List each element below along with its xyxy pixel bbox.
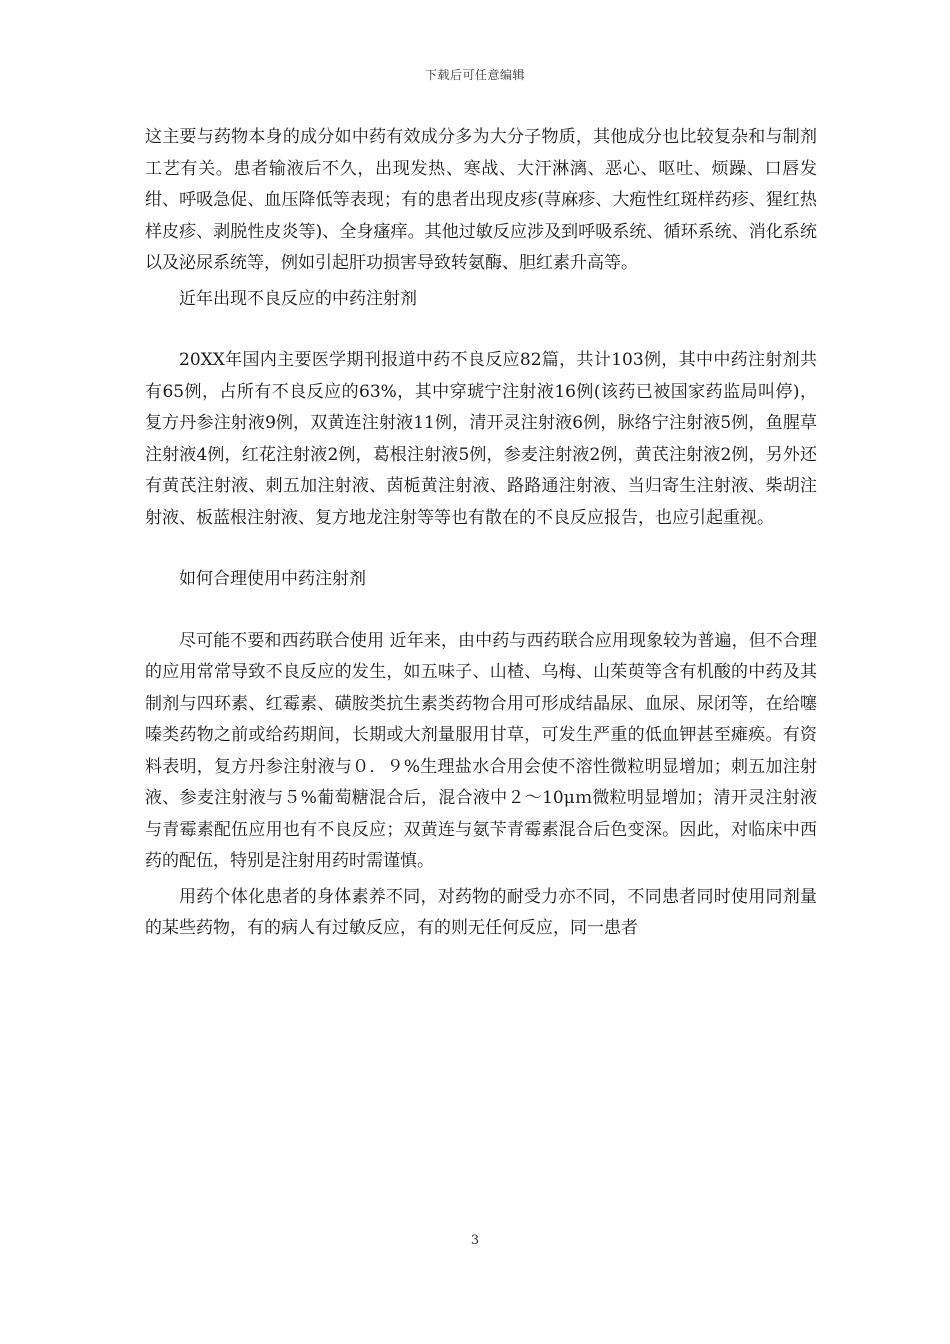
page-header: 下载后可任意编辑 (424, 68, 525, 82)
document-body (145, 122, 817, 945)
paragraph-allergy-causes: 这主要与药物本身的成分如中药有效成分多为大分子物质，其他成分也比较复杂和与制剂工艺有关。患者输液后不久，出现发热、寒战、大汗淋漓、恶心、呕吐、烦躁、口唇发绀、呼吸急促、血压降低等表现；有的患者出现皮疹(荨麻疹、大疱性红斑样药疹、猩红热样皮疹、剥脱性皮炎等)、全身瘙痒。其他过敏反应涉及到呼吸系统、循环系统、消化系统以及泌尿系统等，例如引起肝功损害导致转氨酶、胆红素升高等。 (145, 127, 817, 273)
paragraph-avoid-combination: 尽可能不要和西药联合使用 近年来，由中药与西药联合应用现象较为普遍，但不合理的应用常常导致不良反应的发生，如五味子、山楂、乌梅、山茱萸等含有机酸的中药及其制剂与四环素、红霉素、磺胺类抗生素类药物合用可形成结晶尿、血尿、尿闭等，在给噻嗪类药物之前或给药期间，长期或大剂量服用甘草，可发生严重的低血钾甚至瘫痪。有资料表明，复方丹参注射液与０．９%生理盐水合用会使不溶性微粒明显增加；刺五加注射液、参麦注射液与５%葡萄糖混合后，混合液中２～10μｍ微粒明显增加；清开灵注射液与青霉素配伍应用也有不良反应；双黄连与氨苄青霉素混合后色变深。因此，对临床中西药的配伍，特别是注射用药时需谨慎。 (145, 630, 817, 871)
page-number: 3 (470, 1233, 480, 1248)
paragraph-statistics: 20XX年国内主要医学期刊报道中药不良反应82篇，共计103例，其中中药注射剂共有65例，占所有不良反应的63%，其中穿琥宁注射液16例(该药已被国家药监局叫停)，复方丹参注射液9例，双黄连注射液11例，清开灵注射液6例，脉络宁注射液5例，鱼腥草注射液4例，红花注射液2例，葛根注射液5例，参麦注射液2例，黄芪注射液2例，另外还有黄芪注射液、刺五加注射液、茵栀黄注射液、路路通注射液、当归寄生注射液、柴胡注射液、板蓝根注射液、复方地龙注射等等也有散在的不良反应报告，也应引起重视。 (145, 350, 817, 528)
paragraph-individualization: 用药个体化患者的身体素养不同，对药物的耐受力亦不同，不同患者同时使用同剂量的某些药物，有的病人有过敏反应，有的则无任何反应，同一患者 (145, 886, 817, 938)
section-heading-recent-injections: 近年出现不良反应的中药注射剂 (179, 288, 417, 309)
section-heading-rational-use: 如何合理使用中药注射剂 (179, 569, 366, 589)
